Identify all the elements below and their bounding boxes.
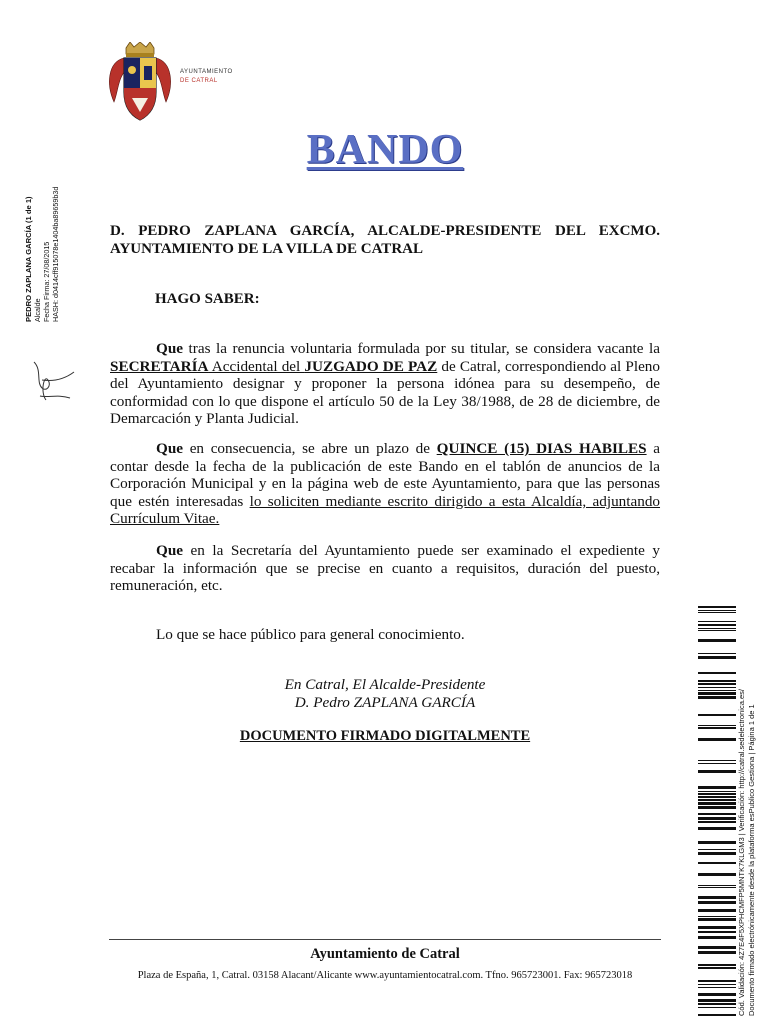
p3-text-1: en la Secretaría del Ayuntamiento puede ser examinado el expediente y recabar la información que se precise en cuanto a requisitos, duración del puesto, remuneración, etc. xyxy=(110,542,660,595)
barcode-bar xyxy=(698,987,736,988)
validation-barcode xyxy=(698,606,736,1016)
barcode-bar xyxy=(698,896,736,899)
heading: D. PEDRO ZAPLANA GARCÍA, ALCALDE-PRESIDENTE DEL EXCMO. AYUNTAMIENTO DE LA VILLA DE CATRAL xyxy=(110,223,660,257)
barcode-bar xyxy=(698,926,736,929)
barcode-bar xyxy=(698,852,736,855)
barcode-bar xyxy=(698,738,736,741)
signer-name: PEDRO ZAPLANA GARCÍA (1 de 1) xyxy=(24,196,33,322)
signature-hash: HASH: d0414cff915078e1404ba89659b3d xyxy=(51,186,60,322)
side-signature-text xyxy=(24,142,60,322)
barcode-bar xyxy=(698,799,736,801)
barcode-bar xyxy=(698,696,736,699)
barcode-bar xyxy=(698,951,736,954)
barcode-bar xyxy=(698,821,736,823)
barcode-bar xyxy=(698,610,736,611)
barcode-bar xyxy=(698,918,736,921)
p2-text-2: a contar desde la fecha de la publicación de este Bando en el tablón de anuncios de la Corporación Municipal y en la página web de este Ayuntamiento, para que las personas que estén interesadas xyxy=(110,440,660,510)
barcode-bar xyxy=(698,901,736,904)
barcode-bar xyxy=(698,806,736,809)
barcode-bar xyxy=(698,936,736,939)
barcode-bar xyxy=(698,630,736,631)
signer-role: Alcalde xyxy=(33,298,42,322)
barcode-bar xyxy=(698,624,736,626)
barcode-bar xyxy=(698,763,736,764)
barcode-bar xyxy=(698,984,736,985)
barcode-bar xyxy=(698,770,736,773)
validation-code: Cód. Validación: 4Z7E4F5XPHCMFP5MNTK7KLGM3 | Verificación: http://catral.sedelectronica.es/ xyxy=(737,689,746,1016)
paragraph-3 xyxy=(110,542,660,595)
footer-divider xyxy=(109,939,661,940)
barcode-bar xyxy=(698,760,736,761)
signature-date: Fecha Firma: 27/08/2015 xyxy=(42,241,51,322)
barcode-bar xyxy=(698,967,736,969)
que-label: Que xyxy=(156,340,184,357)
barcode-bar xyxy=(698,791,736,792)
p2-text-1: en consecuencia, se abre un plazo de xyxy=(183,440,437,457)
barcode-bar xyxy=(698,687,736,688)
signature-name: D. Pedro ZAPLANA GARCÍA xyxy=(294,694,476,711)
barcode-bar xyxy=(698,887,736,888)
p1-text-1: tras la renuncia voluntaria formulada por su titular, se considera vacante la xyxy=(183,340,660,357)
signature-block xyxy=(110,676,660,712)
logo-line1: AYUNTAMIENTO xyxy=(180,69,233,75)
barcode-bar xyxy=(698,931,736,933)
barcode-bar xyxy=(698,873,736,876)
footer-address: Plaza de España, 1, Catral. 03158 Alacant/Alicante www.ayuntamientocatral.com. Tfno. 965723001. Fax: 965723018 xyxy=(137,970,633,981)
barcode-bar xyxy=(698,672,736,674)
digitally-signed-label: DOCUMENTO FIRMADO DIGITALMENTE xyxy=(239,728,531,744)
barcode-bar xyxy=(698,964,736,966)
barcode-bar xyxy=(698,680,736,682)
barcode-bar xyxy=(698,993,736,996)
barcode-bar xyxy=(698,727,736,729)
barcode-bar xyxy=(698,885,736,886)
solicitud-text: lo soliciten mediante escrito dirigido a esta Alcaldía, adjuntando Currículum Vitae. xyxy=(110,492,661,528)
p1-text-2: de Catral, correspondiendo al Pleno del Ayuntamiento designar y proponer la persona idónea para su desempeño, de conformidad con lo que dispone el artículo 50 de la Ley 38/1988, de 28 de diciembre, de Demarcación y Planta Judicial. xyxy=(110,357,660,428)
public-notice-line: Lo que se hace público para general conocimiento. xyxy=(156,626,465,643)
handwritten-signature xyxy=(22,352,80,412)
barcode-bar xyxy=(698,1003,736,1005)
que-label: Que xyxy=(156,542,184,559)
barcode-bar xyxy=(698,909,736,912)
barcode-bar xyxy=(698,690,736,691)
barcode-bar xyxy=(698,683,736,685)
hago-saber: HAGO SABER: xyxy=(155,291,260,307)
barcode-bar xyxy=(698,813,736,815)
barcode-bar xyxy=(698,639,736,642)
barcode-bar xyxy=(698,841,736,844)
barcode-bar xyxy=(698,980,736,982)
barcode-bar xyxy=(698,1007,736,1008)
juzgado-label: JUZGADO DE PAZ xyxy=(304,357,438,375)
plazo-label: QUINCE (15) DIAS HABILES xyxy=(436,440,647,457)
footer-organization: Ayuntamiento de Catral xyxy=(310,946,460,962)
document-title: BANDO xyxy=(306,127,464,173)
que-label: Que xyxy=(156,440,184,457)
logo-text xyxy=(180,68,233,86)
barcode-bar xyxy=(698,1014,736,1016)
paragraph-2 xyxy=(110,440,660,528)
barcode-bar xyxy=(698,786,736,789)
barcode-bar xyxy=(698,827,736,830)
barcode-bar xyxy=(698,628,736,629)
barcode-bar xyxy=(698,606,736,608)
barcode-bar xyxy=(698,802,736,805)
barcode-bar xyxy=(698,653,736,654)
paragraph-1 xyxy=(110,340,660,428)
barcode-bar xyxy=(698,621,736,622)
barcode-bar xyxy=(698,612,736,613)
title-container xyxy=(0,126,770,174)
barcode-bar xyxy=(698,862,736,864)
barcode-bar xyxy=(698,725,736,726)
barcode-bar xyxy=(698,849,736,850)
side-signature-block xyxy=(20,130,92,410)
barcode-bar xyxy=(698,796,736,798)
barcode-bar xyxy=(698,714,736,716)
secretaria-label: SECRETARÍA xyxy=(110,357,209,375)
barcode-bar xyxy=(698,946,736,949)
electronic-signature-note: Documento firmado electrónicamente desde la plataforma esPublico Gestiona | Página 1 de 1 xyxy=(746,704,756,1016)
barcode-bar xyxy=(698,817,736,820)
verification-text xyxy=(737,656,756,1016)
logo-line2: DE CATRAL xyxy=(180,78,218,84)
barcode-bar xyxy=(698,999,736,1002)
barcode-bar xyxy=(698,793,736,795)
coat-of-arms-logo xyxy=(104,42,176,124)
barcode-bar xyxy=(698,656,736,659)
signature-place: En Catral, El Alcalde-Presidente xyxy=(284,676,486,693)
accidental-text: Accidental del xyxy=(208,357,305,375)
barcode-bar xyxy=(698,916,736,917)
barcode-bar xyxy=(698,692,736,695)
